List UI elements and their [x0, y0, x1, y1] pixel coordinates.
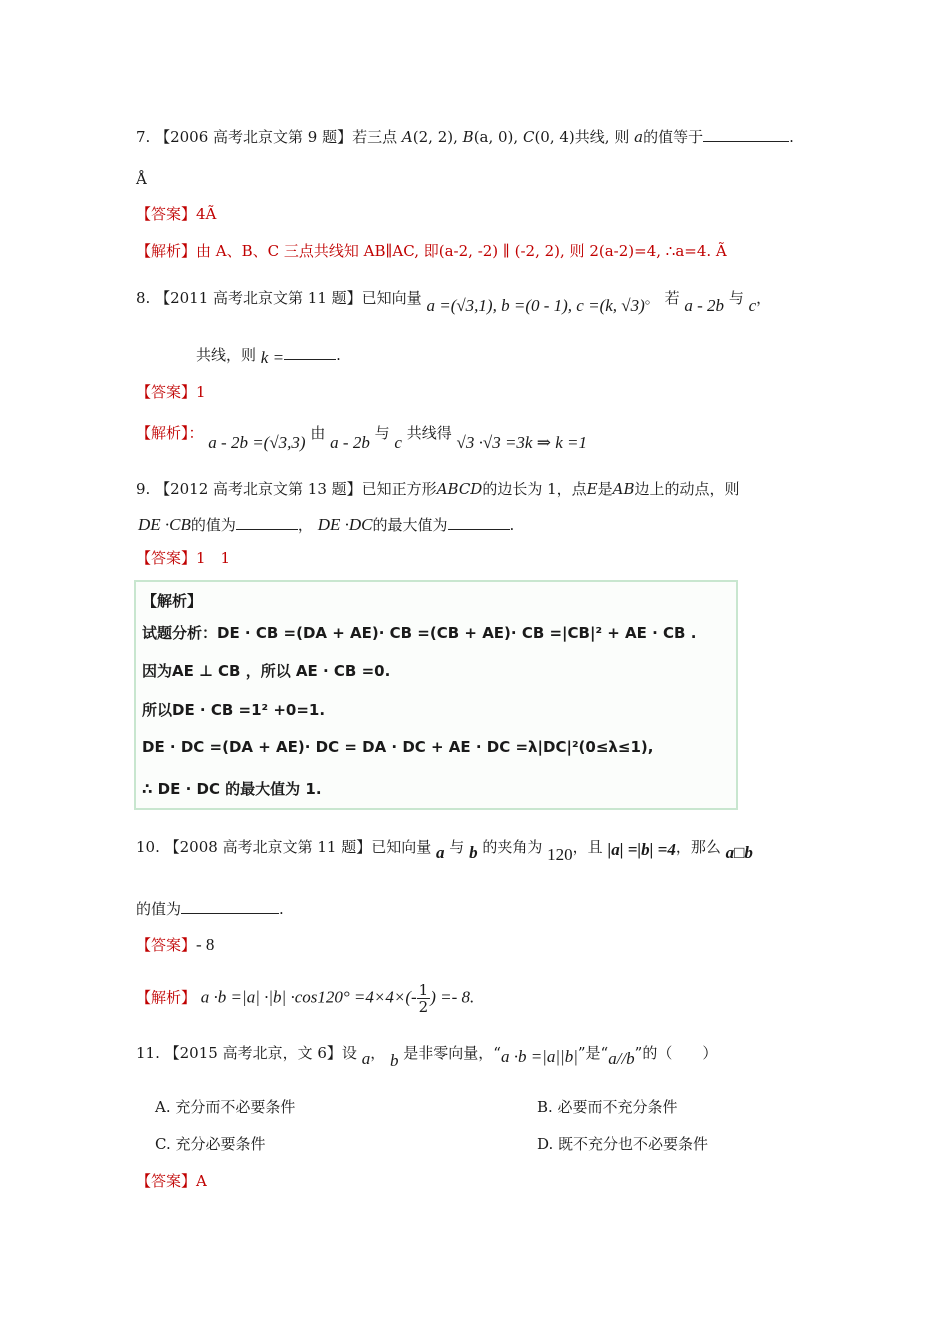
q8-text: 若 — [664, 289, 680, 307]
q7-answer-blank[interactable] — [703, 126, 789, 142]
q10-text: 已知向量 — [371, 838, 432, 856]
box-prefix: 所以 — [142, 701, 173, 719]
q9-stem-line2 — [138, 514, 514, 536]
q11-answer — [136, 1170, 207, 1192]
q10-analysis — [136, 982, 474, 1015]
answer-label: 【答案】 — [136, 549, 197, 567]
q10-stem — [136, 836, 753, 864]
answer-label: 【答案】 — [136, 383, 197, 401]
q10-angle: 120 — [547, 845, 573, 864]
q7-coord-a: (2, 2), — [412, 128, 458, 146]
box-line2 — [142, 660, 390, 681]
q9-blank2[interactable] — [448, 514, 510, 530]
q8-text: 已知向量 — [361, 289, 422, 307]
q8-analysis-result: √3 ·√3 =3k ⇒ k =1 — [456, 433, 587, 452]
box-prefix: 因为 — [142, 662, 173, 680]
q8-vector-c: c — [748, 296, 757, 315]
q8-period: . — [336, 346, 341, 364]
analysis-label: 【解析】： — [136, 424, 204, 442]
q10-vector-b: b — [469, 843, 478, 862]
q8-source-tag: 【2011 高考北京文第 11 题】 — [155, 289, 362, 307]
q11-text: 是非零向量，“ — [403, 1044, 501, 1062]
q11-stem — [136, 1042, 718, 1070]
box-line1 — [142, 622, 696, 643]
q9-expr1: DE ·CB — [138, 515, 191, 534]
q8-answer-blank[interactable] — [284, 344, 336, 360]
box-text: DE · CB =(DA + AE)· CB =(CB + AE)· CB =|CB|² + AE · CB . — [217, 624, 697, 642]
answer-label: 【答案】 — [136, 205, 197, 223]
q9-stem — [136, 478, 739, 500]
q11-option-a[interactable]: A. 充分而不必要条件 — [155, 1098, 296, 1116]
box-line4: DE · DC =(DA + AE)· DC = DA · DC + AE · DC =λ|DC|²(0≤λ≤1), — [142, 738, 654, 756]
q7-answer-value: 4Ã — [196, 205, 217, 223]
q9-text: 是 — [597, 480, 613, 498]
box-text: DE · CB =1² +0=1. — [172, 701, 326, 719]
q7-stray-char: Å — [136, 170, 147, 188]
q9-answer — [136, 547, 230, 569]
q9-comma: ， — [297, 516, 313, 534]
q7-period: . — [789, 128, 794, 146]
q7-point-c: C — [522, 128, 535, 146]
q7-coord-c: (0, 4) — [534, 128, 575, 146]
q10-text: 与 — [449, 838, 465, 856]
q7-point-a: A — [401, 128, 413, 146]
q9-text: 的最大值为 — [372, 516, 448, 534]
q8-stem-line2 — [196, 344, 341, 366]
q10-period: . — [279, 900, 284, 918]
q11-comma: ， — [370, 1044, 386, 1062]
q11-number: 11. — [136, 1044, 160, 1062]
q7-source-tag: 【2006 高考北京文第 9 题】 — [155, 128, 353, 146]
q10-text: 的夹角为 — [482, 838, 543, 856]
q9-expr2: DE ·DC — [317, 515, 373, 534]
q8-analysis-expr: a - 2b =(√3,3) — [208, 433, 306, 452]
q10-modulus: |a| =|b| =4 — [607, 840, 676, 859]
q11-parallel: a//b — [608, 1049, 635, 1068]
q8-analysis-c: c — [394, 433, 402, 452]
q11-option-d[interactable]: D. 既不充分也不必要条件 — [537, 1135, 709, 1153]
q7-number: 7. — [136, 128, 151, 146]
q8-text: 与 — [728, 289, 744, 307]
q10-stem-line2 — [136, 898, 284, 920]
q9-ab: AB — [612, 480, 635, 498]
q10-ab: a□b — [725, 843, 753, 862]
q8-text: 共线得 — [406, 424, 452, 442]
q11-text: ”的（ ） — [634, 1044, 718, 1062]
box-text: AE ⊥ CB ，所以 AE · CB =0. — [172, 662, 391, 680]
q10-analysis-expr: a ·b =|a| ·|b| ·cos120° =4×4×(- — [200, 987, 417, 1007]
q9-answer-value: 1 1 — [196, 549, 231, 567]
fraction-numerator: 1 — [418, 981, 429, 999]
q9-text: 边上的动点，则 — [634, 480, 740, 498]
q9-blank1[interactable] — [236, 514, 298, 530]
q7-text: 共线, 则 — [574, 128, 630, 146]
answer-label: 【答案】 — [136, 936, 197, 954]
q7-text: 若三点 — [352, 128, 398, 146]
q9-period: . — [509, 516, 515, 534]
q9-analysis-image — [134, 580, 738, 810]
q11-text: 设 — [341, 1044, 357, 1062]
q11-expr: a ·b =|a||b| — [500, 1047, 578, 1066]
q7-variable: a — [634, 128, 644, 146]
q11-source-tag: 【2015 高考北京，文 6】 — [164, 1044, 342, 1062]
q7-coord-b: (a, 0), — [473, 128, 519, 146]
q8-answer-value: 1 — [196, 383, 206, 401]
box-line5: ∴ DE · DC 的最大值为 1. — [142, 780, 322, 798]
q11-option-c[interactable]: C. 充分必要条件 — [155, 1135, 266, 1153]
q8-dot: 。 — [644, 289, 660, 307]
q7-stem — [136, 126, 794, 148]
q10-fraction — [417, 982, 431, 1015]
q9-number: 9. — [136, 480, 151, 498]
q11-text: ”是“ — [577, 1044, 609, 1062]
q7-answer — [136, 203, 216, 225]
q9-text: 的值为 — [190, 516, 236, 534]
q9-abcd: ABCD — [436, 480, 483, 498]
q11-vector-b: b — [390, 1051, 399, 1070]
q11-vector-a: a — [361, 1049, 371, 1068]
q7-analysis-text: 由 A、B、C 三点共线知 AB∥AC, 即(a-2, -2) ∥ (-2, 2), 则 2(a-2)=4, ∴a=4. Ã — [196, 242, 727, 260]
q9-text: 已知正方形 — [361, 480, 437, 498]
q10-vector-a: a — [436, 843, 445, 862]
q8-vectors: a =(√3,1), b =(0 - 1), c =(k, √3) — [426, 296, 645, 315]
box-prefix: 试题分析： — [142, 624, 218, 642]
q7-point-b: B — [462, 128, 474, 146]
q10-number: 10. — [136, 838, 160, 856]
q8-k: k = — [260, 348, 285, 367]
q8-answer — [136, 381, 206, 403]
q8-text: 与 — [374, 424, 390, 442]
answer-label: 【答案】 — [136, 1172, 197, 1190]
q8-analysis — [136, 422, 587, 452]
q10-source-tag: 【2008 高考北京文第 11 题】 — [164, 838, 372, 856]
q9-point-e: E — [586, 480, 598, 498]
q9-source-tag: 【2012 高考北京文第 13 题】 — [155, 480, 362, 498]
analysis-label: 【解析】 — [136, 242, 197, 260]
q11-answer-value: A — [196, 1172, 207, 1190]
q10-text: ，且 — [572, 838, 603, 856]
q8-text: 共线，则 — [196, 346, 257, 364]
q7-analysis — [136, 240, 727, 262]
analysis-label: 【解析】 — [136, 988, 197, 1007]
box-title: 【解析】 — [142, 592, 203, 610]
q10-text: ，那么 — [675, 838, 721, 856]
q8-number: 8. — [136, 289, 151, 307]
q10-answer — [136, 934, 214, 956]
q8-comma: ， — [756, 289, 772, 307]
box-line3 — [142, 699, 325, 720]
q10-answer-blank[interactable] — [181, 898, 279, 914]
q8-text: 由 — [310, 424, 326, 442]
q11-option-b[interactable]: B. 必要而不充分条件 — [537, 1098, 678, 1116]
q9-text: 的边长为 1，点 — [482, 480, 587, 498]
q10-analysis-end: ) =- 8. — [430, 987, 475, 1007]
q10-answer-value: - 8 — [196, 935, 215, 954]
q10-text: 的值为 — [136, 900, 182, 918]
q8-stem — [136, 287, 772, 315]
fraction-denominator: 2 — [418, 998, 429, 1016]
q8-analysis-expr2: a - 2b — [330, 433, 370, 452]
q8-expr: a - 2b — [684, 296, 725, 315]
q7-text: 的值等于 — [643, 128, 704, 146]
